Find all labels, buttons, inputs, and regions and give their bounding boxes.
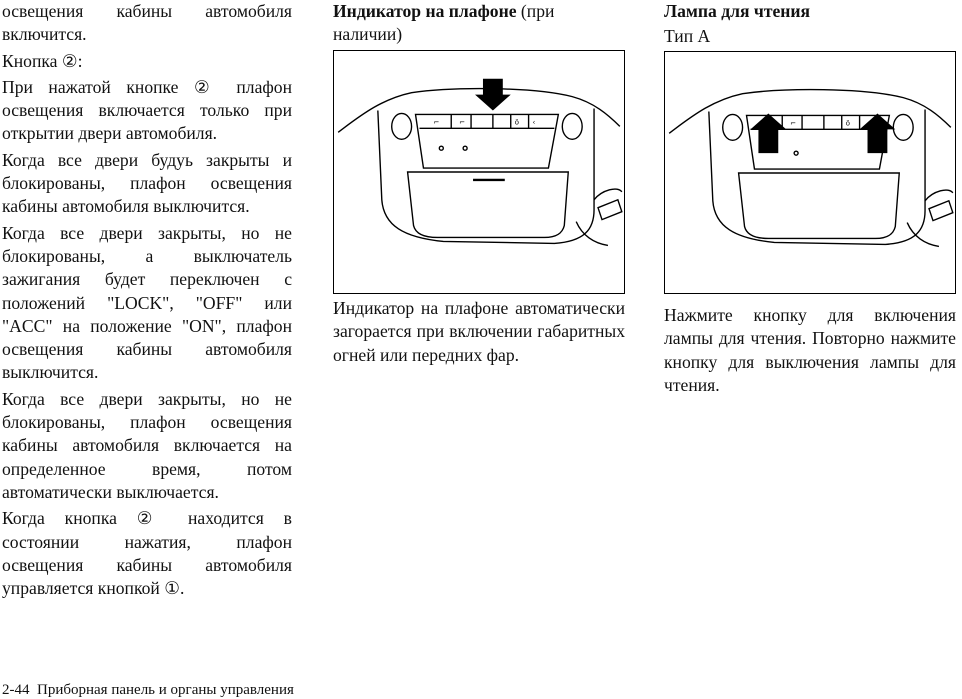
- reading-lamp-figure: [664, 51, 956, 294]
- dome-lamp-indicator-figure: [333, 50, 625, 294]
- left-column: [2, 0, 292, 603]
- page-footer: [2, 681, 294, 699]
- svg-text:⌐: ⌐: [790, 119, 796, 128]
- heading-bold: Индикатор на плафоне: [333, 1, 517, 21]
- subheading: Тип А: [664, 26, 711, 47]
- section-heading: [333, 0, 625, 47]
- section-heading: [664, 0, 956, 23]
- right-column-header: [664, 0, 956, 49]
- svg-text:ö: ö: [845, 119, 850, 128]
- heading-bold: Лампа для чтения: [664, 1, 811, 21]
- svg-text:⌐: ⌐: [459, 118, 465, 127]
- reading-lamp-illustration: [665, 52, 955, 293]
- paragraph: Кнопка ②:: [2, 50, 83, 71]
- dome-lamp-illustration: [334, 51, 624, 293]
- svg-text:ö: ö: [514, 118, 519, 127]
- paragraph: Когда кнопка ② находится в состоянии нажатия, плафон освещения кабины автомобиля управляется кнопкой ①.: [2, 508, 292, 599]
- page-number: 2-44: [2, 682, 30, 698]
- paragraph: При нажатой кнопке ② плафон освещения включается только при открытии двери автомобиля.: [2, 76, 292, 144]
- paragraph: Когда все двери закрыты, но не блокированы, плафон освещения кабины автомобиля включается на определенное время, потом автоматически выключается.: [2, 388, 292, 502]
- arrow-up-icon: [860, 113, 896, 153]
- caption-text: Индикатор на плафоне автоматически загорается при включении габаритных огней или передних фар.: [333, 298, 625, 365]
- paragraph: освещения кабины автомобиля включится.: [2, 1, 292, 45]
- caption-text: Нажмите кнопку для включения лампы для чтения. Повторно нажмите кнопку для выключения лампы для чтения.: [664, 305, 956, 395]
- middle-caption: [333, 297, 625, 367]
- paragraph: Когда все двери закрыты, но не блокированы, а выключатель зажигания будет переключен с положений "LOCK", "OFF" или "ACC" на положение "ON", плафон освещения кабины автомобиля выключится.: [2, 222, 292, 383]
- middle-column-header: [333, 0, 625, 47]
- right-caption: [664, 304, 956, 397]
- svg-text:⌐: ⌐: [433, 118, 440, 127]
- heading-rest: (при наличии): [333, 1, 555, 45]
- arrow-up-icon: [750, 113, 786, 153]
- section-title: Приборная панель и органы управления: [37, 682, 294, 698]
- paragraph: Когда все двери будуь закрыты и блокированы, плафон освещения кабины автомобиля выключится.: [2, 149, 292, 217]
- svg-text:‹: ‹: [532, 118, 536, 127]
- arrow-down-icon: [475, 79, 511, 111]
